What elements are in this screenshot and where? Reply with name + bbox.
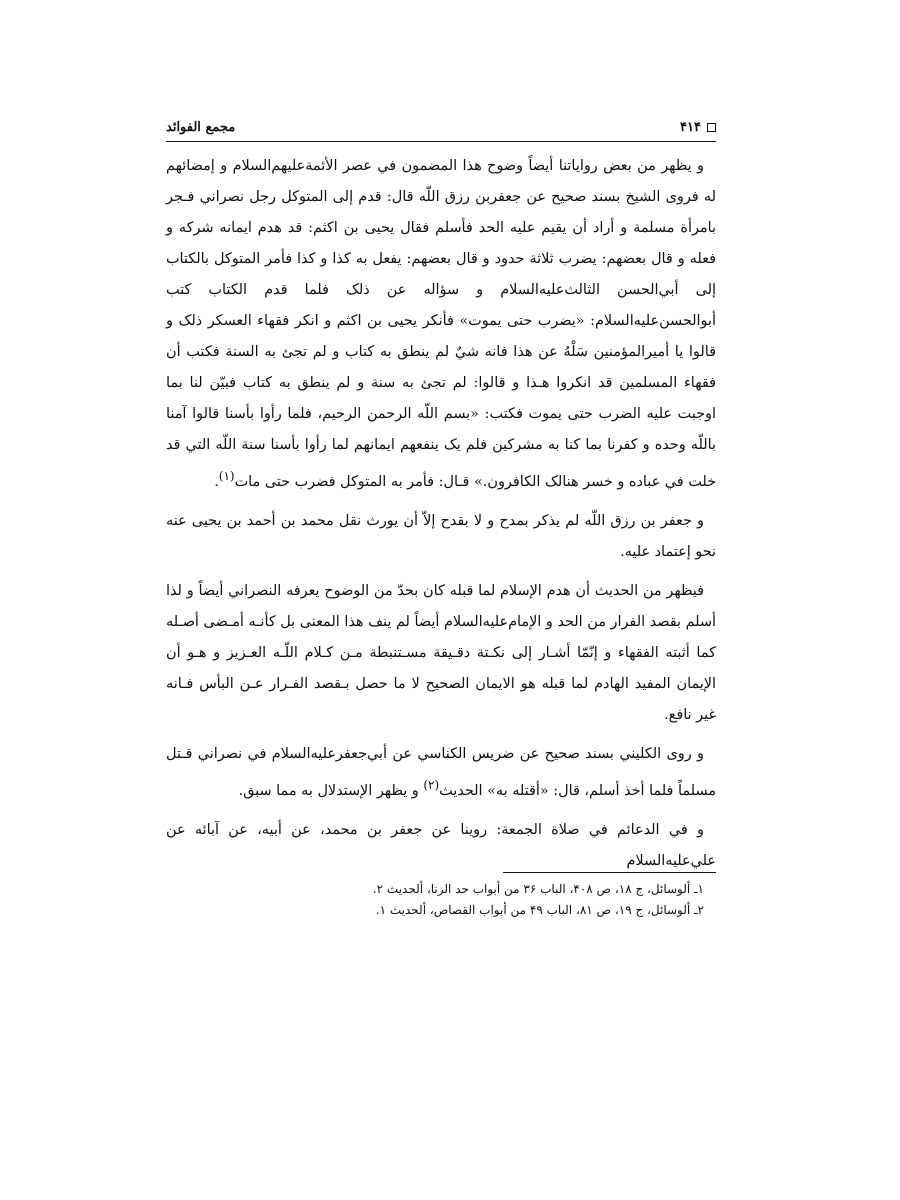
footnote: ۲ـ ألوسائل، ج ۱۹، ص ۸۱، الباب ۴۹ من أبواب القصاص، ألحديث ۱. xyxy=(375,903,704,917)
footnotes xyxy=(166,879,704,921)
paragraph: و يظهر من بعض رواياتنا أيضاً وضوح هذا المضمون في عصر الأئمةعليهم‌السلام و إمضائهم له فروى الشيخ بسند صحيح عن جعفربن رزق اللّه قال: قدم إلى المتوكل رجل نصراني فـجر بامرأة مسلمة و أراد أن يقيم عليه الحد فأسلم فقال يحيى بن اكثم: قد هدم ايمانه شركه و فعله و قال بعضهم: يضرب ثلاثة حدود و قال بعضهم: يفعل به كذا و كذا فأمر المتوكل بالكتاب إلى أبي‌الحسن الثالث‌عليه‌السلام و سؤاله عن ذلک فلما قدم الکتاب كتب أبوالحسن‌عليه‌السلام: «يضرب حتى يموت» فأنكر يحيى بن اكثم و انكر فقهاء العسكر ذلک و قالوا يا أميرالمؤمنين سَلْهُ عن هذا فانه شيٌ لم ينطق به كتاب و لم تجئ به السنة فكتب أن فقهاء المسلمين قد انكروا هـذا و قالوا: لم تجئ به سنة و لم ينطق به كتاب فبيّن لنا بما اوجبت عليه الضرب حتى يموت فكتب: «بسم اللّه الرحمن الرحيم، فلما رأوا بأسنا قالوا آمنا باللّه وحده و كفرنا بما كنا به مشركين فلم يک ينفعهم ايمانهم لما رأوا بأسنا سنة اللّه التي قد خلت في عباده و خسر هنالک الكافرون.» قـال: فأمر به المتوكل فضرب حتى مات$^{(۱)}$. xyxy=(166,158,716,490)
square-icon xyxy=(707,123,716,132)
header-divider xyxy=(166,141,716,142)
paragraph xyxy=(166,739,716,807)
footnote-marker: (۱) xyxy=(218,469,235,483)
body-text xyxy=(166,151,716,885)
paragraph-text: و يظهر من بعض رواياتنا أيضاً وضوح هذا المضمون في عصر الأئمةعليهم‌السلام و إمضائهم له فروى الشيخ بسند صحيح عن جعفربن رزق اللّه قال: قدم إلى المتوكل رجل نصراني فـجر بامرأة مسلمة و أراد أن يقيم عليه الحد فأسلم فقال يحيى بن اكثم: قد هدم ايمانه شركه و فعله و قال بعضهم: يضرب ثلاثة حدود و قال بعضهم: يفعل به كذا و كذا فأمر المتوكل بالكتاب إلى أبي‌الحسن الثالث‌عليه‌السلام و سؤاله عن ذلک فلما قدم الکتاب كتب أبوالحسن‌عليه‌السلام: «يضرب حتى يموت» فأنكر يحيى بن اكثم و انكر فقهاء العسكر ذلک و قالوا يا أميرالمؤمنين سَلْهُ عن هذا فانه شيٌ لم ينطق به كتاب و لم تجئ به السنة فكتب أن فقهاء المسلمين قد انكروا هـذا و قالوا: لم تجئ به سنة و لم ينطق به كتاب فبيّن لنا بما اوجبت عليه الضرب حتى يموت فكتب: «بسم اللّه الرحمن الرحيم، فلما رأوا بأسنا قالوا آمنا باللّه وحده و كفرنا بما كنا به مشركين فلم يک ينفعهم ايمانهم لما رأوا بأسنا سنة اللّه التي قد خلت في عباده و خسر هنالک الكافرون.» قـال: فأمر به المتوكل فضرب حتى مات xyxy=(166,158,716,490)
footnote-divider xyxy=(503,872,716,873)
paragraph: و في الدعائم في صلاة الجمعة: روينا عن جعفر بن محمد، عن أبيه، عن آبائه عن علي‌عليه‌السلام xyxy=(166,821,716,869)
page-number xyxy=(680,120,716,135)
footnote: ۱ـ ألوسائل، ج ۱۸، ص ۴۰۸، الباب ۳۶ من أبواب حد الزنا، ألحديث ۲. xyxy=(372,882,704,896)
paragraph-text: و يظهر الإستدلال به مما سبق. xyxy=(238,782,419,799)
book-title: مجمع الفوائد xyxy=(166,119,236,135)
paragraph: و جعفر بن رزق اللّه لم يذكر بمدح و لا بقدح إلاّ أن يورث نقل محمد بن أحمد بن يحيى عنه نحو إعتماد عليه. xyxy=(166,512,716,560)
paragraph: فيظهر من الحديث أن هدم الإسلام لما قبله كان بحدّ من الوضوح يعرفه النصراني أيضاً و لذا أسلم بقصد الفرار من الحد و الإمام‌عليه‌السلام أيضاً لم ينف هذا المعنى بل كأنـه أمـضى أصـله كما أثبته الفقهاء و إنّمّا أشـار إلى نكـتة دقـيقة مسـتنبطة مـن كـلام اللّـه العـزيز و هـو أن الإيمان المفيد الهادم لما قبله هو الايمان الصحيح لا ما حصل بـقصد الفـرار عـن البأس فـانه غير نافع. xyxy=(166,582,716,723)
page-number-text: ۴۱۴ xyxy=(680,119,701,135)
footnote-marker: (۲) xyxy=(423,777,440,792)
running-header xyxy=(166,114,716,140)
paragraph-text: و روى الكليني بسند صحيح عن ضريس الكناسي عن أبي‌جعفرعليه‌السلام في نصراني قـتل مسلماً فلما أخذ أسلم، قال: «أقتله به» الحديث xyxy=(166,745,716,799)
